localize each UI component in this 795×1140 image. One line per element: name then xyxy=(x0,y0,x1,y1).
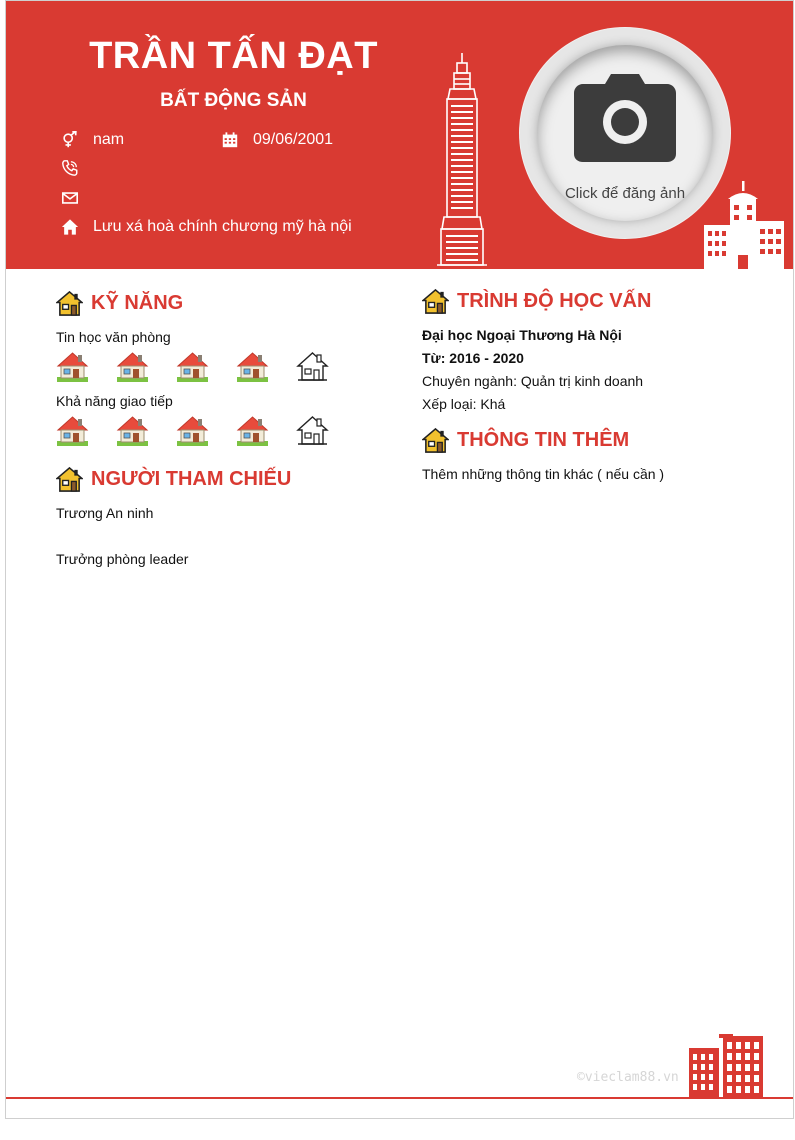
additional-text[interactable]: Thêm những thông tin khác ( nếu cần ) xyxy=(422,466,665,482)
envelope-icon xyxy=(61,189,79,207)
rating-house-filled-icon xyxy=(56,414,89,447)
avatar-frame xyxy=(537,45,713,221)
email-row[interactable] xyxy=(61,189,93,207)
skills-section-title[interactable] xyxy=(56,290,183,317)
education-major[interactable]: Chuyên ngành: Quản trị kinh doanh xyxy=(422,373,644,389)
cv-header xyxy=(6,1,793,269)
house-icon xyxy=(422,427,449,454)
camera-icon xyxy=(573,72,677,162)
education-school[interactable]: Đại học Ngoại Thương Hà Nội xyxy=(422,327,622,343)
gender-row[interactable] xyxy=(61,131,124,149)
house-icon xyxy=(56,290,83,317)
candidate-name[interactable]: TRẦN TẤN ĐẠT xyxy=(89,35,378,77)
education-period[interactable]: Từ: 2016 - 2020 xyxy=(422,350,524,366)
cv-page xyxy=(5,0,794,1119)
home-icon xyxy=(61,218,79,236)
job-title[interactable]: BẤT ĐỘNG SẢN xyxy=(160,90,307,111)
reference-position[interactable]: Trưởng phòng leader xyxy=(56,551,189,567)
rating-house-filled-icon xyxy=(176,350,209,383)
education-grade[interactable]: Xếp loại: Khá xyxy=(422,396,506,412)
additional-title-text: THÔNG TIN THÊM xyxy=(457,429,630,451)
education-title-text: TRÌNH ĐỘ HỌC VẤN xyxy=(457,290,652,312)
dob-row[interactable] xyxy=(221,131,333,149)
skill-1-rating[interactable] xyxy=(56,350,356,383)
references-section-title[interactable] xyxy=(56,466,291,493)
rating-house-filled-icon xyxy=(116,350,149,383)
house-icon xyxy=(422,288,449,315)
address-row[interactable] xyxy=(61,218,352,236)
phone-icon xyxy=(61,159,79,177)
gender-value: nam xyxy=(93,131,125,148)
rating-house-filled-icon xyxy=(176,414,209,447)
avatar-upload[interactable] xyxy=(520,28,730,238)
buildings-illustration-icon xyxy=(704,181,784,269)
footer-line xyxy=(6,1097,793,1099)
skills-title-text: KỸ NĂNG xyxy=(91,292,184,314)
references-title-text: NGƯỜI THAM CHIẾU xyxy=(91,468,292,490)
rating-house-filled-icon xyxy=(236,350,269,383)
reference-name[interactable]: Trương An ninh xyxy=(56,505,154,521)
tower-illustration-icon xyxy=(436,53,488,267)
rating-house-empty-icon xyxy=(296,350,329,383)
rating-house-filled-icon xyxy=(56,350,89,383)
additional-section-title[interactable] xyxy=(422,427,629,454)
gender-icon xyxy=(61,131,79,149)
address-value: Lưu xá hoà chính chương mỹ hà nội xyxy=(93,218,352,235)
skill-2-name[interactable]: Khả năng giao tiếp xyxy=(56,393,173,409)
dob-value: 09/06/2001 xyxy=(253,131,334,148)
phone-row[interactable] xyxy=(61,159,93,177)
education-section-title[interactable] xyxy=(422,288,651,315)
rating-house-empty-icon xyxy=(296,414,329,447)
skill-1-name[interactable]: Tin học văn phòng xyxy=(56,329,171,345)
calendar-icon xyxy=(221,131,239,149)
footer-buildings-icon xyxy=(689,1034,765,1098)
watermark: ©vieclam88.vn xyxy=(577,1070,679,1085)
avatar-upload-label: Click để đăng ảnh xyxy=(564,185,686,202)
skill-2-rating[interactable] xyxy=(56,414,356,447)
rating-house-filled-icon xyxy=(116,414,149,447)
rating-house-filled-icon xyxy=(236,414,269,447)
house-icon xyxy=(56,466,83,493)
